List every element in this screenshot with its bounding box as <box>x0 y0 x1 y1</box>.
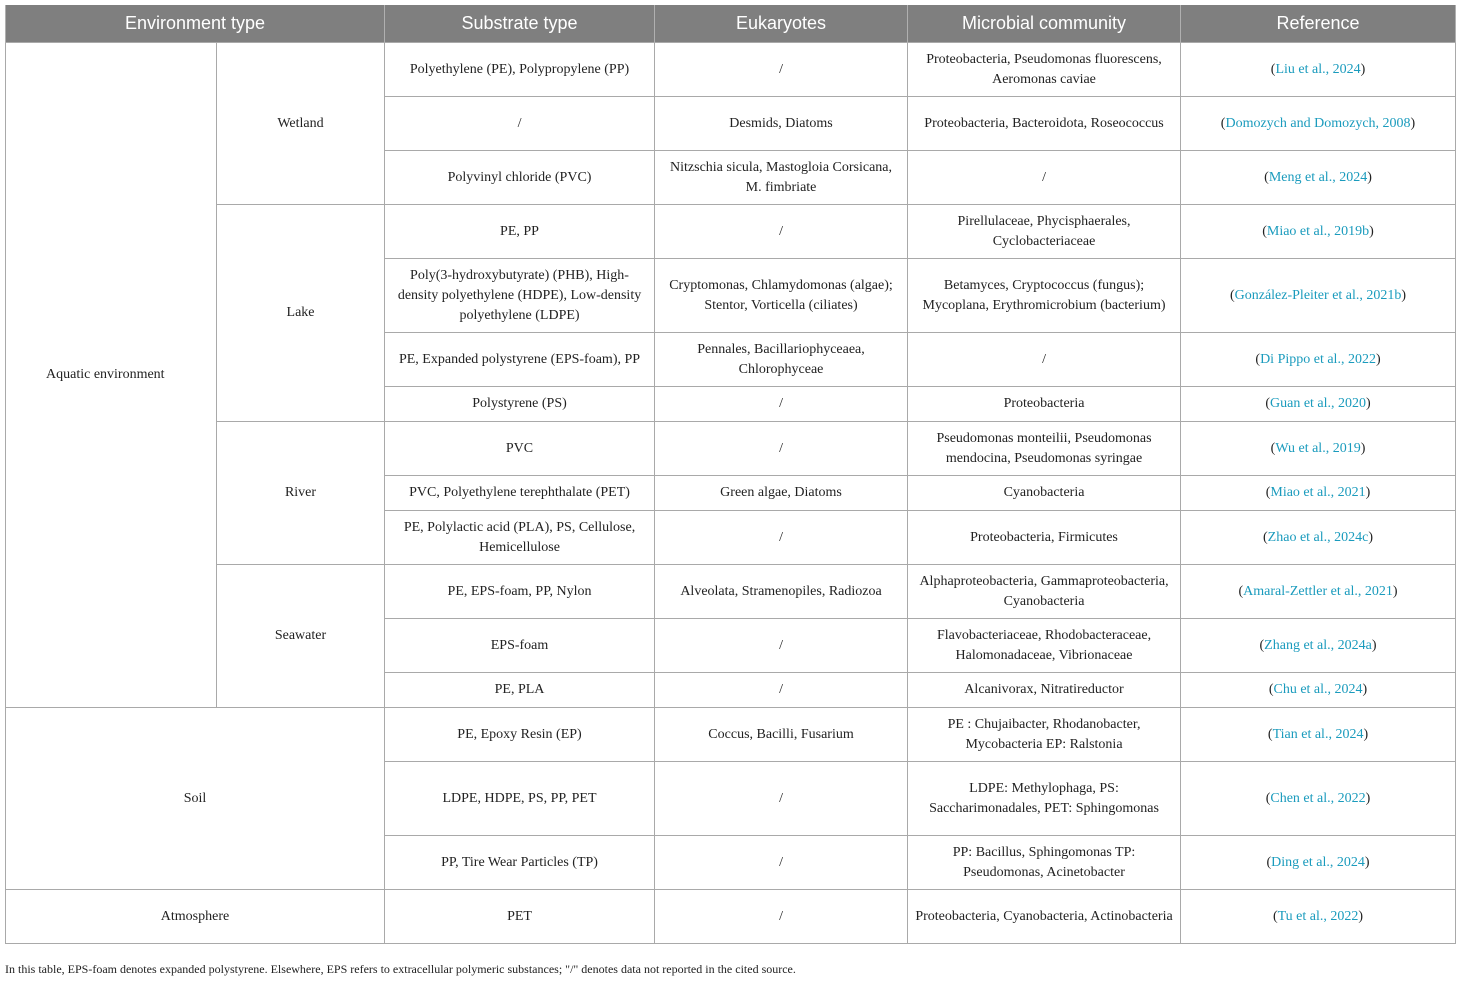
substrate-cell: Polyvinyl chloride (PVC) <box>385 151 655 205</box>
reference-link[interactable]: Zhang et al., 2024a <box>1264 637 1372 653</box>
microbes-cell: Proteobacteria, Bacteroidota, Roseococcus <box>908 97 1181 151</box>
microbes-cell: Proteobacteria, Cyanobacteria, Actinobacteria <box>908 890 1181 944</box>
microbes-cell: Cyanobacteria <box>908 476 1181 511</box>
reference-link[interactable]: Domozych and Domozych, 2008 <box>1225 115 1411 131</box>
eukaryotes-cell: / <box>655 43 908 97</box>
substrate-cell: PE, Expanded polystyrene (EPS-foam), PP <box>385 333 655 387</box>
substrate-cell: LDPE, HDPE, PS, PP, PET <box>385 762 655 836</box>
reference-link[interactable]: Liu et al., 2024 <box>1275 61 1361 77</box>
substrate-cell: EPS-foam <box>385 619 655 673</box>
microbes-cell: / <box>908 333 1181 387</box>
reference-cell: (Wu et al., 2019) <box>1181 422 1456 476</box>
eukaryotes-cell: / <box>655 511 908 565</box>
header-reference: Reference <box>1181 5 1456 43</box>
reference-cell: (Ding et al., 2024) <box>1181 836 1456 890</box>
reference-cell: (Di Pippo et al., 2022) <box>1181 333 1456 387</box>
reference-cell: (Miao et al., 2021) <box>1181 476 1456 511</box>
reference-link[interactable]: Zhao et al., 2024c <box>1267 529 1369 545</box>
reference-link[interactable]: Wu et al., 2019 <box>1275 440 1361 456</box>
substrate-cell: PET <box>385 890 655 944</box>
microbes-cell: / <box>908 151 1181 205</box>
reference-cell: (Tian et al., 2024) <box>1181 708 1456 762</box>
reference-link[interactable]: Amaral-Zettler et al., 2021 <box>1243 583 1393 599</box>
subenv-wetland: Wetland <box>217 43 385 205</box>
microbes-cell: Pirellulaceae, Phycisphaerales, Cyclobacteriaceae <box>908 205 1181 259</box>
microbes-cell: Proteobacteria <box>908 387 1181 422</box>
eukaryotes-cell: / <box>655 836 908 890</box>
eukaryotes-cell: / <box>655 205 908 259</box>
subenv-river: River <box>217 422 385 565</box>
eukaryotes-cell: Coccus, Bacilli, Fusarium <box>655 708 908 762</box>
reference-cell: (Meng et al., 2024) <box>1181 151 1456 205</box>
reference-cell: (Miao et al., 2019b) <box>1181 205 1456 259</box>
substrate-cell: Poly(3-hydroxybutyrate) (PHB), High-density polyethylene (HDPE), Low-density polyethylene (LDPE) <box>385 259 655 333</box>
eukaryotes-cell: / <box>655 619 908 673</box>
subenv-seawater: Seawater <box>217 565 385 708</box>
header-row <box>6 5 1456 43</box>
reference-link[interactable]: Meng et al., 2024 <box>1268 169 1368 185</box>
microbes-cell: Alcanivorax, Nitratireductor <box>908 673 1181 708</box>
env-aquatic: Aquatic environment <box>6 43 217 708</box>
data-table <box>5 5 1456 944</box>
reference-cell: (Zhang et al., 2024a) <box>1181 619 1456 673</box>
env-atmosphere: Atmosphere <box>6 890 385 944</box>
reference-cell: (Amaral-Zettler et al., 2021) <box>1181 565 1456 619</box>
eukaryotes-cell: / <box>655 673 908 708</box>
microbes-cell: PE : Chujaibacter, Rhodanobacter, Mycobacteria EP: Ralstonia <box>908 708 1181 762</box>
reference-link[interactable]: Miao et al., 2019b <box>1266 223 1370 239</box>
eukaryotes-cell: Alveolata, Stramenopiles, Radiozoa <box>655 565 908 619</box>
reference-link[interactable]: Tu et al., 2022 <box>1277 908 1359 924</box>
header-microbial-community: Microbial community <box>908 5 1181 43</box>
reference-cell: (Domozych and Domozych, 2008) <box>1181 97 1456 151</box>
substrate-cell: PE, PP <box>385 205 655 259</box>
eukaryotes-cell: Nitzschia sicula, Mastogloia Corsicana, M. fimbriate <box>655 151 908 205</box>
eukaryotes-cell: / <box>655 422 908 476</box>
eukaryotes-cell: Cryptomonas, Chlamydomonas (algae); Stentor, Vorticella (ciliates) <box>655 259 908 333</box>
table-footnote: In this table, EPS-foam denotes expanded polystyrene. Elsewhere, EPS refers to extracellular polymeric substances; "/" denotes data not reported in the cited source. <box>5 962 796 976</box>
table-row <box>6 565 1456 619</box>
microbes-cell: Betamyces, Cryptococcus (fungus); Mycoplana, Erythromicrobium (bacterium) <box>908 259 1181 333</box>
reference-link[interactable]: Tian et al., 2024 <box>1272 726 1364 742</box>
table-row <box>6 708 1456 762</box>
reference-cell: (Chu et al., 2024) <box>1181 673 1456 708</box>
reference-link[interactable]: Chen et al., 2022 <box>1270 790 1366 806</box>
substrate-cell: / <box>385 97 655 151</box>
eukaryotes-cell: / <box>655 890 908 944</box>
reference-cell: (Tu et al., 2022) <box>1181 890 1456 944</box>
substrate-cell: PE, PLA <box>385 673 655 708</box>
reference-cell: (Liu et al., 2024) <box>1181 43 1456 97</box>
eukaryotes-cell: / <box>655 762 908 836</box>
substrate-cell: Polystyrene (PS) <box>385 387 655 422</box>
reference-link[interactable]: Di Pippo et al., 2022 <box>1260 351 1376 367</box>
table-row <box>6 205 1456 259</box>
substrate-cell: Polyethylene (PE), Polypropylene (PP) <box>385 43 655 97</box>
eukaryotes-cell: Green algae, Diatoms <box>655 476 908 511</box>
reference-link[interactable]: Ding et al., 2024 <box>1271 854 1365 870</box>
eukaryotes-cell: Desmids, Diatoms <box>655 97 908 151</box>
eukaryotes-cell: Pennales, Bacillariophyceaea, Chlorophyceae <box>655 333 908 387</box>
subenv-lake: Lake <box>217 205 385 422</box>
reference-link[interactable]: González-Pleiter et al., 2021b <box>1234 287 1402 303</box>
reference-cell: (Zhao et al., 2024c) <box>1181 511 1456 565</box>
microbes-cell: LDPE: Methylophaga, PS: Saccharimonadales, PET: Sphingomonas <box>908 762 1181 836</box>
substrate-cell: PE, Epoxy Resin (EP) <box>385 708 655 762</box>
microbes-cell: Pseudomonas monteilii, Pseudomonas mendocina, Pseudomonas syringae <box>908 422 1181 476</box>
microbes-cell: Proteobacteria, Pseudomonas fluorescens, Aeromonas caviae <box>908 43 1181 97</box>
substrate-cell: PVC <box>385 422 655 476</box>
env-soil: Soil <box>6 708 385 890</box>
table-row <box>6 43 1456 97</box>
header-eukaryotes: Eukaryotes <box>655 5 908 43</box>
table-row <box>6 422 1456 476</box>
reference-cell: (Chen et al., 2022) <box>1181 762 1456 836</box>
substrate-cell: PE, EPS-foam, PP, Nylon <box>385 565 655 619</box>
header-substrate-type: Substrate type <box>385 5 655 43</box>
microbes-cell: Alphaproteobacteria, Gammaproteobacteria, Cyanobacteria <box>908 565 1181 619</box>
reference-link[interactable]: Chu et al., 2024 <box>1273 682 1363 697</box>
substrate-cell: PP, Tire Wear Particles (TP) <box>385 836 655 890</box>
reference-cell: (González-Pleiter et al., 2021b) <box>1181 259 1456 333</box>
reference-cell: (Guan et al., 2020) <box>1181 387 1456 422</box>
reference-link[interactable]: Guan et al., 2020 <box>1270 396 1367 411</box>
microbes-cell: PP: Bacillus, Sphingomonas TP: Pseudomonas, Acinetobacter <box>908 836 1181 890</box>
header-environment-type: Environment type <box>6 5 385 43</box>
eukaryotes-cell: / <box>655 387 908 422</box>
substrate-cell: PVC, Polyethylene terephthalate (PET) <box>385 476 655 511</box>
substrate-cell: PE, Polylactic acid (PLA), PS, Cellulose, Hemicellulose <box>385 511 655 565</box>
table-row <box>6 890 1456 944</box>
reference-link[interactable]: Miao et al., 2021 <box>1270 485 1366 500</box>
microbes-cell: Flavobacteriaceae, Rhodobacteraceae, Halomonadaceae, Vibrionaceae <box>908 619 1181 673</box>
microbes-cell: Proteobacteria, Firmicutes <box>908 511 1181 565</box>
